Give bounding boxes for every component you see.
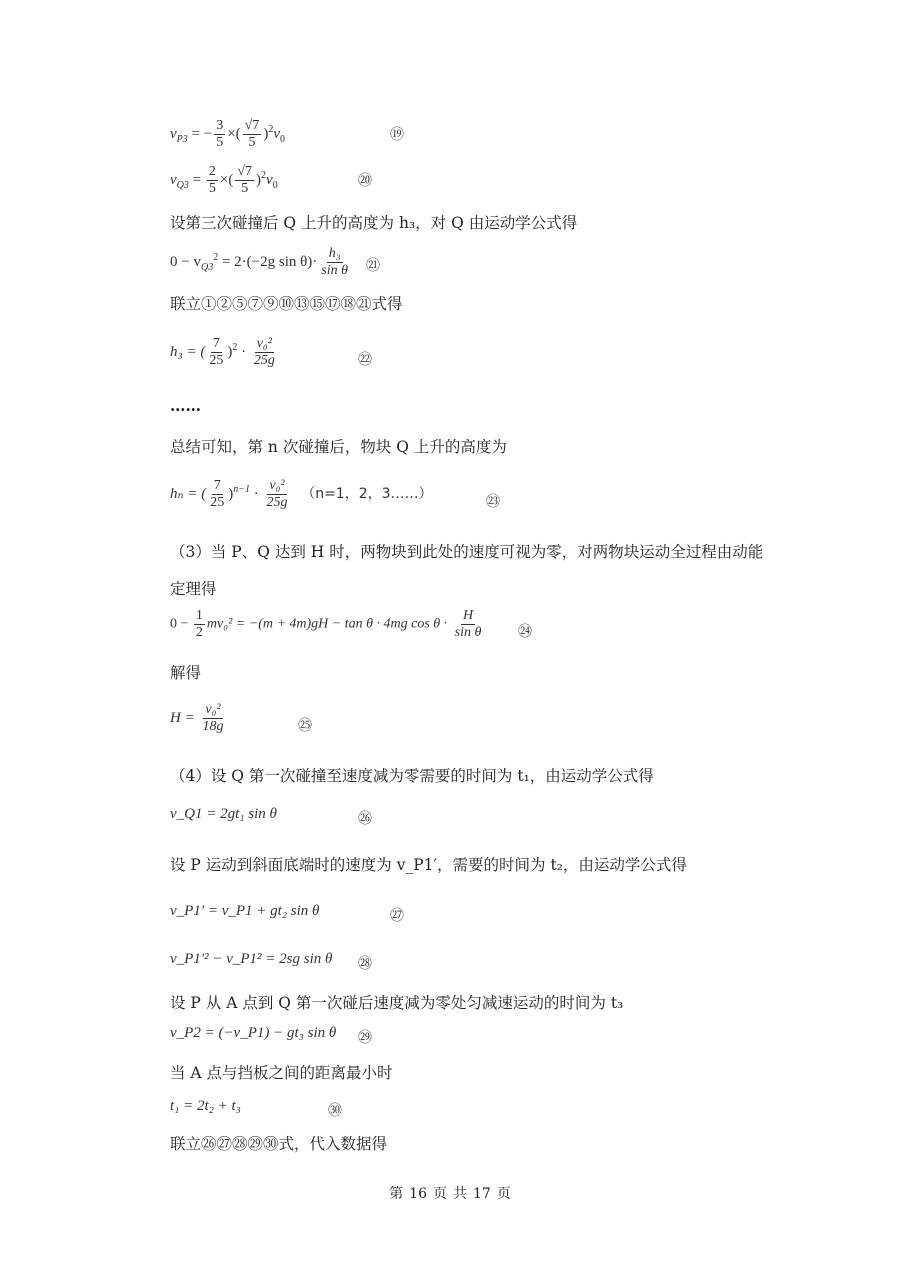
equation-number-29: ㉙ <box>358 1030 372 1046</box>
equation-21: $0 - v_{Q3}^2 = 2\cdot(-2g$ sin θ)· $\frac{\text{h₃}}{\text{sin θ}}$ <box>170 246 349 278</box>
page-footer: 第 16 页 共 17 页 <box>389 1186 511 1202</box>
ellipsis: …… <box>170 396 201 415</box>
paragraph-p-from-a: 设 P 从 A 点到 Q 第一次碰后速度减为零处匀减速运动的时间为 t₃ <box>170 994 624 1012</box>
equation-number-28: ㉘ <box>358 956 372 972</box>
paragraph-part-4: （4）设 Q 第一次碰撞至速度减为零需要的时间为 t₁，由运动学公式得 <box>170 767 654 785</box>
paragraph-combine-2: 联立㉖㉗㉘㉙㉚式，代入数据得 <box>170 1135 388 1153</box>
paragraph-combine-1: 联立①②⑤⑦⑨⑩⑬⑮⑰⑱㉑式得 <box>170 295 403 313</box>
equation-19: $v_{P3}$ = − $\frac{3}{5}$ ×( $\frac{√7}{5}$ )$^2v_0$ <box>170 118 286 150</box>
paragraph-min-distance: 当 A 点与挡板之间的距离最小时 <box>170 1064 393 1082</box>
equation-number-25: ㉕ <box>298 718 312 734</box>
equation-27: v_P1′ = v_P1 + gt₂ sin θ <box>170 903 320 919</box>
equation-22: h₃ = ( $\frac{7}{25}$ )$^2$ · $\frac{\text{v₀²}}{25g}$ <box>170 336 275 368</box>
paragraph-part-3-line1: （3）当 P、Q 达到 H 时，两物块到此处的速度可视为零，对两物块运动全过程由动能 <box>170 543 764 561</box>
equation-number-19: ⑲ <box>390 127 404 143</box>
equation-number-23: ㉓ <box>486 494 500 510</box>
equation-20: $v_{Q3}$ = $\frac{2}{5}$ ×( $\frac{√7}{5}$ )$^2v_0$ <box>170 164 278 196</box>
equation-number-22: ㉒ <box>358 352 372 368</box>
equation-29: v_P2 = (−v_P1) − gt₃ sin θ <box>170 1025 337 1041</box>
equation-number-24: ㉔ <box>518 624 532 640</box>
equation-30: t₁ = 2t₂ + t₃ <box>170 1098 241 1114</box>
paragraph-part-3-line2: 定理得 <box>170 580 217 598</box>
equation-number-30: ㉚ <box>328 1103 342 1119</box>
equation-number-20: ⑳ <box>358 173 372 189</box>
equation-25: H = $\frac{\text{v₀²}}{18g}$ <box>170 702 224 734</box>
paragraph-p-bottom: 设 P 运动到斜面底端时的速度为 v_P1′，需要的时间为 t₂，由运动学公式得 <box>170 856 687 874</box>
equation-26: v_Q1 = 2gt₁ sin θ <box>170 806 277 822</box>
equation-24: 0 − $\frac{1}{2}$ mv₀² = −(m + 4m)gH − tan θ · 4mg cos θ · $\frac{H}{\text{sin θ}}$ <box>170 608 482 640</box>
total-pages: 17 <box>473 1186 491 1202</box>
equation-28: v_P1′² − v_P1² = 2sg sin θ <box>170 951 333 967</box>
equation-23: hₙ = ( $\frac{7}{25}$ )$^{n-1}$ · $\frac{\text{v₀²}}{25g}$ （n=1，2，3……） <box>170 478 433 510</box>
equation-number-27: ㉗ <box>390 908 404 924</box>
current-page: 16 <box>409 1186 427 1202</box>
equation-number-21: ㉑ <box>366 258 380 274</box>
paragraph-third-collision: 设第三次碰撞后 Q 上升的高度为 h₃，对 Q 由运动学公式得 <box>170 214 578 232</box>
paragraph-nth-collision: 总结可知，第 n 次碰撞后，物块 Q 上升的高度为 <box>170 438 507 456</box>
paragraph-solve: 解得 <box>170 664 202 682</box>
equation-number-26: ㉖ <box>358 811 372 827</box>
